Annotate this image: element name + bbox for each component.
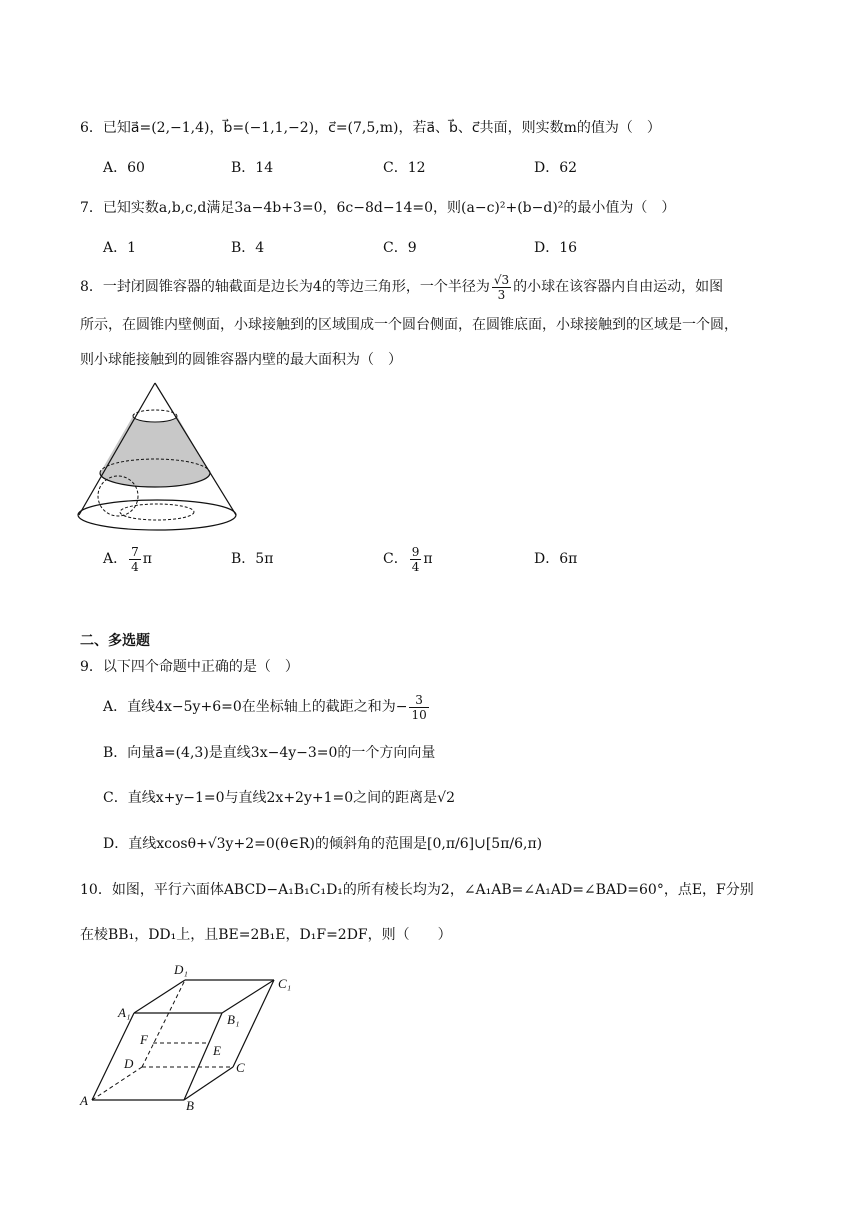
q9-option-a-fraction: [409, 693, 428, 722]
q8-option-a: [103, 542, 152, 576]
q9-option-d: D．直线xcosθ+√3y+2=0(θ∈R)的倾斜角的范围是[0,π/6]∪[5π/6,π): [103, 836, 543, 852]
q8-option-c-numerator: 9: [411, 544, 420, 559]
label-B: B: [186, 1098, 194, 1113]
q8-stem-suffix: 的小球在该容器内自由运动，如图: [513, 279, 724, 295]
q8-stem-line3: 则小球能接触到的圆锥容器内壁的最大面积为（ ）: [80, 352, 402, 368]
q6-option-a: A．60: [103, 160, 145, 176]
q9-option-c: C．直线x+y−1=0与直线2x+2y+1=0之间的距离是√2: [103, 790, 455, 806]
q8-option-a-numerator: 7: [131, 544, 139, 559]
q7-option-a: A．1: [103, 240, 137, 256]
q8-option-d: D．6π: [534, 551, 578, 567]
q9-option-a: [103, 690, 431, 724]
label-D1: D₁: [174, 962, 188, 977]
q8-option-c-label: C．: [383, 551, 408, 567]
q8-option-a-label: A．: [103, 551, 128, 567]
q6-stem: 6．已知a⃗=(2,−1,4)，b⃗=(−1,1,−2)，c⃗=(7,5,m)，若a⃗、b⃗、c⃗共面，则实数m的值为（ ）: [80, 120, 661, 136]
q10-stem-line1: 10．如图，平行六面体ABCD−A₁B₁C₁D₁的所有棱长均为2，∠A₁AB=∠A₁AD=∠BAD=60°，点E，F分别: [80, 882, 754, 898]
q6-option-b: B．14: [231, 160, 274, 176]
q8-stem-prefix: 8．一封闭圆锥容器的轴截面是边长为4的等边三角形，一个半径为: [80, 279, 490, 295]
q9-option-b: B．向量a⃗=(4,3)是直线3x−4y−3=0的一个方向向量: [103, 745, 436, 761]
q7-option-b: B．4: [231, 240, 265, 256]
q8-stem-line2: 所示，在圆锥内壁侧面，小球接触到的区域围成一个圆台侧面，在圆锥底面，小球接触到的区域是一个圆，: [80, 317, 738, 333]
q8-option-c: [383, 542, 433, 576]
q8-radius-denominator: 3: [497, 287, 506, 302]
q9-option-a-text: A．直线4x−5y+6=0在坐标轴上的截距之和为−: [103, 699, 408, 715]
q10-stem-line2: 在棱BB₁，DD₁上，且BE=2B₁E，D₁F=2DF，则（ ）: [80, 927, 452, 943]
q8-radius-fraction: [492, 273, 511, 302]
label-C1: C₁: [278, 976, 292, 991]
q8-option-b: B．5π: [231, 551, 274, 567]
label-C: C: [236, 1060, 245, 1075]
label-B1: B₁: [227, 1012, 240, 1027]
q8-stem-line1: [80, 271, 723, 303]
q8-option-a-pi: π: [142, 551, 152, 567]
q8-option-c-pi: π: [423, 551, 433, 567]
q7-option-d: D．16: [534, 240, 578, 256]
label-A1: A₁: [118, 1005, 131, 1020]
q9-option-a-numerator: 3: [409, 693, 428, 708]
cone-figure: [76, 380, 316, 532]
q6-option-c: C．12: [383, 160, 426, 176]
q9-stem: 9．以下四个命题中正确的是（ ）: [80, 659, 299, 675]
q8-option-a-fraction: [129, 545, 141, 574]
label-A: A: [80, 1093, 88, 1108]
label-F: F: [140, 1032, 148, 1047]
section-title: 二、多选题: [80, 633, 150, 649]
label-E: E: [213, 1043, 221, 1058]
label-D: D: [124, 1056, 134, 1071]
q9-option-a-denominator: 10: [411, 707, 427, 722]
parallelepiped-figure: [78, 958, 308, 1118]
q7-option-c: C．9: [383, 240, 417, 256]
q8-option-c-denominator: 4: [411, 559, 420, 574]
q8-option-c-fraction: [410, 545, 422, 574]
q8-radius-numerator: √3: [493, 272, 510, 287]
q8-option-a-denominator: 4: [131, 559, 139, 574]
q6-option-d: D．62: [534, 160, 578, 176]
q7-stem: 7．已知实数a,b,c,d满足3a−4b+3=0，6c−8d−14=0，则(a−c)²+(b−d)²的最小值为（ ）: [80, 200, 676, 216]
